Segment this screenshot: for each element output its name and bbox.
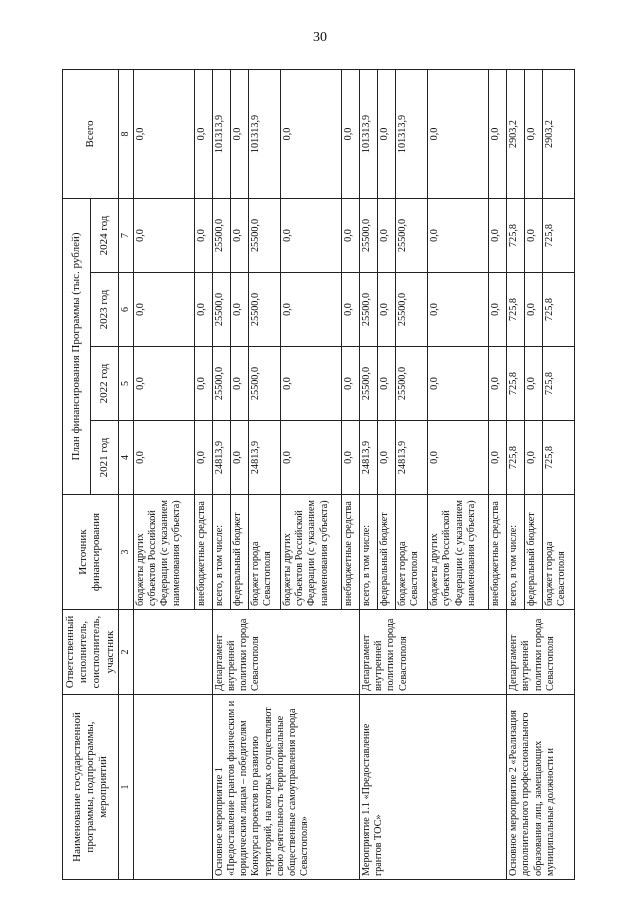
source-cell: бюджет города Севастополя — [248, 495, 280, 610]
continued-executor-cell — [133, 610, 212, 695]
source-cell: внебюджетные средства — [342, 495, 360, 610]
value-cell: 0,0 — [342, 69, 360, 198]
measure-name-cell: Мероприятие 1.1 «Предоставление грантов ТОС» — [359, 695, 506, 880]
value-cell: 725,8 — [543, 273, 575, 347]
page-number: 30 — [313, 30, 327, 45]
value-cell: 101313,9 — [395, 69, 427, 198]
value-cell: 24813,9 — [395, 421, 427, 495]
value-cell: 0,0 — [194, 273, 212, 347]
source-cell: федеральный бюджет — [230, 495, 248, 610]
value-cell: 25500,0 — [395, 198, 427, 272]
value-cell: 725,8 — [507, 198, 525, 272]
table-row — [133, 69, 194, 879]
value-cell: 0,0 — [230, 273, 248, 347]
value-cell: 0,0 — [194, 421, 212, 495]
col-index: 1 — [118, 695, 133, 880]
value-cell: 0,0 — [428, 69, 489, 198]
value-cell: 0,0 — [377, 69, 395, 198]
value-cell: 0,0 — [489, 69, 507, 198]
value-cell: 0,0 — [342, 347, 360, 421]
source-cell: бюджет города Севастополя — [543, 495, 575, 610]
value-cell: 0,0 — [428, 421, 489, 495]
value-cell: 101313,9 — [248, 69, 280, 198]
value-cell: 0,0 — [280, 347, 341, 421]
value-cell: 0,0 — [194, 347, 212, 421]
value-cell: 0,0 — [377, 421, 395, 495]
value-cell: 725,8 — [507, 347, 525, 421]
value-cell: 25500,0 — [359, 198, 377, 272]
value-cell: 25500,0 — [212, 198, 230, 272]
value-cell: 725,8 — [543, 347, 575, 421]
value-cell: 0,0 — [377, 273, 395, 347]
value-cell: 25500,0 — [248, 273, 280, 347]
source-cell: всего, в том числе: — [359, 495, 377, 610]
header-year-2021: 2021 год — [90, 421, 118, 495]
col-index: 3 — [118, 495, 133, 610]
value-cell: 24813,9 — [248, 421, 280, 495]
column-index-row — [118, 69, 133, 879]
source-cell: бюджеты других субъектов Российской Федерации (с указанием наименования субъекта) — [280, 495, 341, 610]
value-cell: 725,8 — [507, 421, 525, 495]
value-cell: 25500,0 — [395, 347, 427, 421]
source-cell: внебюджетные средства — [489, 495, 507, 610]
header-year-2024: 2024 год — [90, 198, 118, 272]
value-cell: 0,0 — [194, 198, 212, 272]
col-index: 7 — [118, 198, 133, 272]
value-cell: 0,0 — [525, 69, 543, 198]
source-cell: всего, в том числе: — [507, 495, 525, 610]
value-cell: 0,0 — [133, 273, 194, 347]
value-cell: 25500,0 — [395, 273, 427, 347]
value-cell: 25500,0 — [248, 347, 280, 421]
col-index: 8 — [118, 69, 133, 198]
source-cell: внебюджетные средства — [194, 495, 212, 610]
value-cell: 0,0 — [525, 198, 543, 272]
value-cell: 0,0 — [377, 347, 395, 421]
value-cell: 25500,0 — [212, 273, 230, 347]
value-cell: 25500,0 — [359, 347, 377, 421]
table-row — [212, 69, 230, 879]
value-cell: 2903,2 — [543, 69, 575, 198]
col-index: 6 — [118, 273, 133, 347]
value-cell: 0,0 — [280, 421, 341, 495]
rotated-table-frame — [62, 70, 568, 880]
value-cell: 0,0 — [280, 69, 341, 198]
value-cell: 0,0 — [280, 198, 341, 272]
value-cell: 0,0 — [525, 273, 543, 347]
value-cell: 0,0 — [377, 198, 395, 272]
value-cell: 0,0 — [280, 273, 341, 347]
header-year-2023: 2023 год — [90, 273, 118, 347]
value-cell: 725,8 — [507, 273, 525, 347]
value-cell: 2903,2 — [507, 69, 525, 198]
value-cell: 0,0 — [133, 421, 194, 495]
value-cell: 25500,0 — [212, 347, 230, 421]
value-cell: 25500,0 — [359, 273, 377, 347]
value-cell: 0,0 — [133, 347, 194, 421]
header-source: Источник финансирования — [63, 495, 119, 610]
value-cell: 0,0 — [489, 273, 507, 347]
header-year-2022: 2022 год — [90, 347, 118, 421]
value-cell: 24813,9 — [212, 421, 230, 495]
value-cell: 725,8 — [543, 421, 575, 495]
financing-table — [62, 69, 575, 880]
col-index: 4 — [118, 421, 133, 495]
executor-cell: Департамент внутренней политики города Севастополя — [359, 610, 506, 695]
value-cell: 101313,9 — [212, 69, 230, 198]
measure-name-cell: Основное мероприятие 1 «Предоставление грантов физическим и юридическим лицам – победителям Конкурса проектов по развитию территорий, на которых осуществляют свою деятельность территориальные общественные самоуправления города Севастополя» — [212, 695, 359, 880]
table-row — [359, 69, 377, 879]
value-cell: 0,0 — [428, 347, 489, 421]
source-cell: федеральный бюджет — [525, 495, 543, 610]
measure-name-cell: Основное мероприятие 2 «Реализация дополнительного профессионального образования лиц, замещающих муниципальные должности и — [507, 695, 575, 880]
value-cell: 0,0 — [230, 347, 248, 421]
value-cell: 0,0 — [428, 198, 489, 272]
value-cell: 0,0 — [342, 198, 360, 272]
value-cell: 0,0 — [525, 347, 543, 421]
continued-name-cell — [133, 695, 212, 880]
source-cell: федеральный бюджет — [377, 495, 395, 610]
header-plan-group: План финансирования Программы (тыс. рублей) — [63, 198, 91, 494]
value-cell: 0,0 — [194, 69, 212, 198]
rotated-table-content — [62, 70, 568, 880]
source-cell: бюджеты других субъектов Российской Федерации (с указанием наименования субъекта) — [428, 495, 489, 610]
value-cell: 101313,9 — [359, 69, 377, 198]
value-cell: 0,0 — [525, 421, 543, 495]
header-total: Всего — [63, 69, 119, 198]
header-executor: Ответственный исполнитель, соисполнитель, участник — [63, 610, 119, 695]
value-cell: 0,0 — [133, 198, 194, 272]
value-cell: 0,0 — [489, 198, 507, 272]
value-cell: 25500,0 — [248, 198, 280, 272]
value-cell: 725,8 — [543, 198, 575, 272]
value-cell: 0,0 — [230, 69, 248, 198]
source-cell: бюджеты других субъектов Российской Федерации (с указанием наименования субъекта) — [133, 495, 194, 610]
col-index: 2 — [118, 610, 133, 695]
value-cell: 0,0 — [230, 421, 248, 495]
executor-cell: Департамент внутренней политики города Севастополя — [212, 610, 359, 695]
executor-cell: Департамент внутренней политики города Севастополя — [507, 610, 575, 695]
value-cell: 0,0 — [230, 198, 248, 272]
value-cell: 0,0 — [428, 273, 489, 347]
source-cell: всего, в том числе: — [212, 495, 230, 610]
value-cell: 0,0 — [489, 421, 507, 495]
value-cell: 0,0 — [133, 69, 194, 198]
table-row — [507, 69, 525, 879]
value-cell: 0,0 — [342, 421, 360, 495]
source-cell: бюджет города Севастополя — [395, 495, 427, 610]
value-cell: 24813,9 — [359, 421, 377, 495]
value-cell: 0,0 — [489, 347, 507, 421]
value-cell: 0,0 — [342, 273, 360, 347]
header-name: Наименование государственной программы, подпрограммы, мероприятий — [63, 695, 119, 880]
col-index: 5 — [118, 347, 133, 421]
